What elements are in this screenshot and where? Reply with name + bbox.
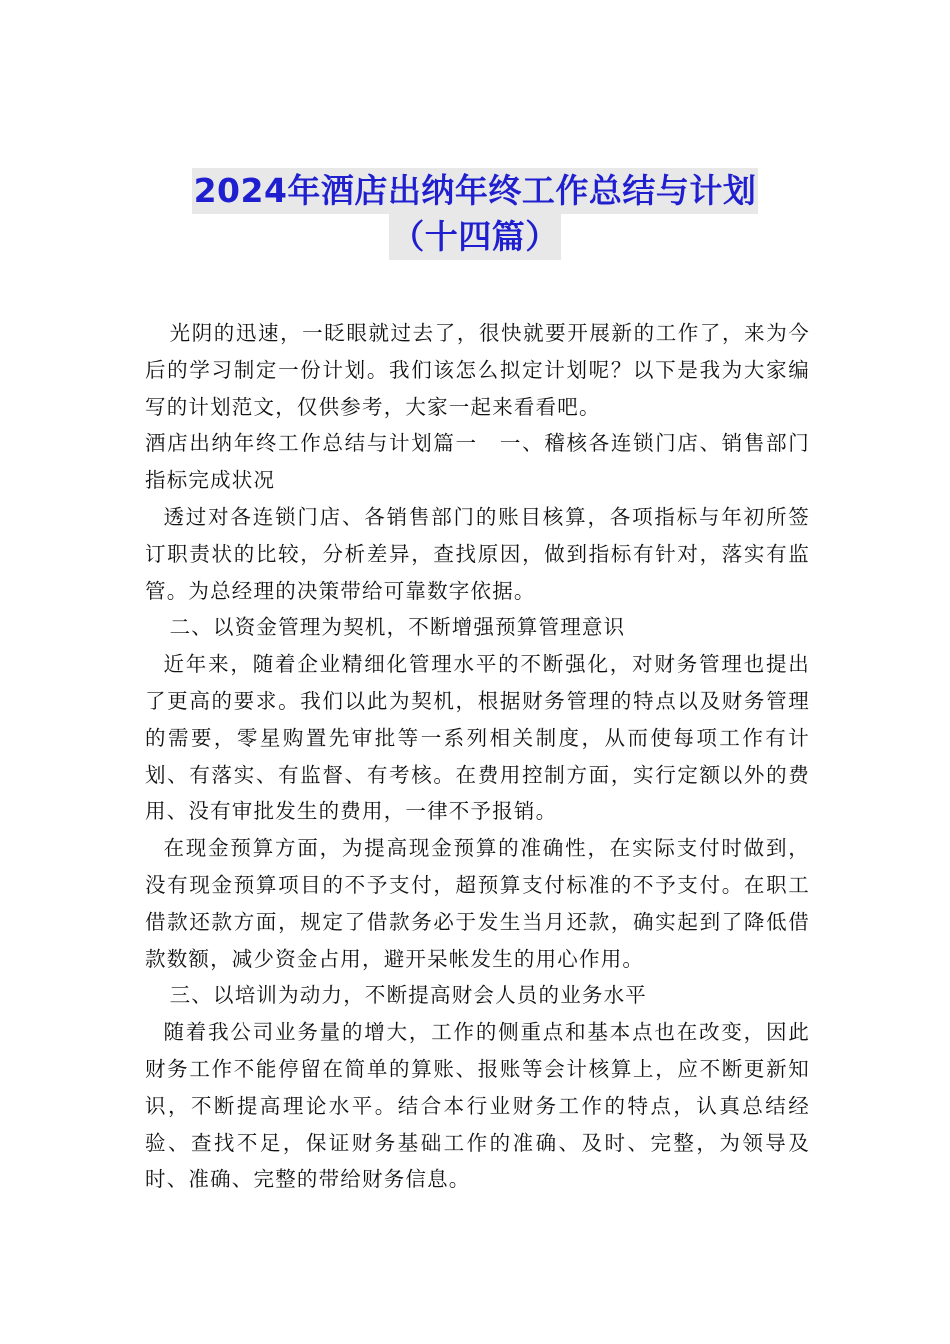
section-heading-3: 三、以培训为动力，不断提高财会人员的业务水平 — [169, 983, 647, 1008]
document-title — [0, 168, 950, 260]
title-line-1: 2024年酒店出纳年终工作总结与计划 — [192, 168, 759, 214]
document-body — [145, 315, 810, 1198]
body-paragraph: 在现金预算方面，为提高现金预算的准确性，在实际支付时做到，没有现金预算项目的不予支付，超预算支付标准的不予支付。在职工借款还款方面，规定了借款务必于发生当月还款，确实起到了降低借款数额，减少资金占用，避开呆帐发生的用心作用。 — [145, 836, 810, 971]
body-paragraph: 近年来，随着企业精细化管理水平的不断强化，对财务管理也提出了更高的要求。我们以此为契机，根据财务管理的特点以及财务管理的需要，零星购置先审批等一系列相关制度，从而使每项工作有计划、有落实、有监督、有考核。在费用控制方面，实行定额以外的费用、没有审批发生的费用，一律不予报销。 — [145, 652, 810, 824]
body-paragraph: 随着我公司业务量的增大，工作的侧重点和基本点也在改变，因此财务工作不能停留在简单的算账、报账等会计核算上，应不断更新知识，不断提高理论水平。结合本行业财务工作的特点，认真总结经验、查找不足，保证财务基础工作的准确、及时、完整，为领导及时、准确、完整的带给财务信息。 — [145, 1020, 810, 1192]
section-heading-1: 酒店出纳年终工作总结与计划篇一 一、稽核各连锁门店、销售部门指标完成状况 — [145, 431, 810, 493]
intro-paragraph: 光阴的迅速，一眨眼就过去了，很快就要开展新的工作了，来为今后的学习制定一份计划。我们该怎么拟定计划呢？以下是我为大家编写的计划范文，仅供参考，大家一起来看看吧。 — [145, 321, 810, 419]
section-heading-2: 二、以资金管理为契机，不断增强预算管理意识 — [169, 615, 626, 640]
title-line-2: （十四篇） — [389, 214, 561, 260]
body-paragraph: 透过对各连锁门店、各销售部门的账目核算，各项指标与年初所签订职责状的比较，分析差异，查找原因，做到指标有针对，落实有监管。为总经理的决策带给可靠数字依据。 — [145, 504, 810, 603]
